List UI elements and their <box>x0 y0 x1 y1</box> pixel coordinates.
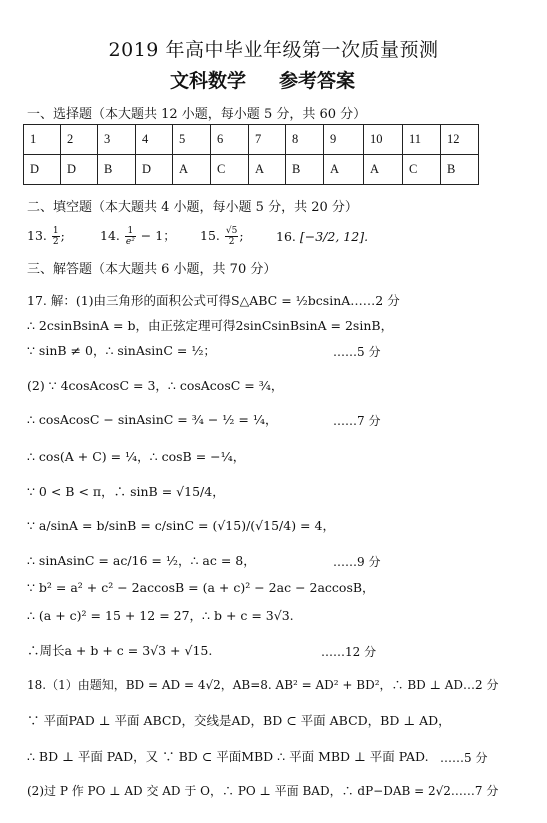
solution-line: ∵ 0 < B < π，∴ sinB = √15/4， <box>27 484 225 499</box>
section-solve-heading: 三、解答题（本大题共 6 小题，共 70 分） <box>27 262 277 277</box>
table-cell: 11 <box>403 125 441 155</box>
table-cell: B <box>441 155 479 185</box>
score-marker: ……12 分 <box>321 645 377 659</box>
score-marker: ……5 分 <box>440 751 488 765</box>
score-marker: ……9 分 <box>333 555 381 569</box>
section-fill-heading: 二、填空题（本大题共 4 小题，每小题 5 分，共 20 分） <box>27 200 358 215</box>
table-cell: A <box>324 155 364 185</box>
answer-table-answer-row <box>24 155 479 185</box>
fill-answer-16: 16. [−3/2, 12]. <box>276 229 369 244</box>
solution-line: ∴ cos(A + C) = ¼，∴ cosB = −¼， <box>27 449 246 464</box>
fill-answer-13: 13. $\frac{1}{2}$ ; <box>27 226 65 247</box>
table-cell: C <box>211 155 249 185</box>
table-cell: A <box>249 155 286 185</box>
solution-line: ∵ a/sinA = b/sinB = c/sinC = (√15)/(√15/4) = 4， <box>27 518 335 533</box>
table-cell: D <box>24 155 61 185</box>
score-marker: ……5 分 <box>333 345 381 359</box>
table-cell: 5 <box>173 125 211 155</box>
solution-line: ∵ b² = a² + c² − 2accosB = (a + c)² − 2ac − 2accosB， <box>27 580 375 595</box>
table-cell: B <box>98 155 136 185</box>
table-cell: 2 <box>61 125 98 155</box>
solution-line: ∴ (a + c)² = 15 + 12 = 27，∴ b + c = 3√3. <box>27 608 294 623</box>
solution-line: ∵ sinB ≠ 0，∴ sinAsinC = ½； <box>27 343 216 358</box>
table-cell: 4 <box>136 125 173 155</box>
solution-line: 18.（1）由题知，BD = AD = 4√2，AB=8. AB² = AD² + BD²，∴ BD ⊥ AD…2 分 <box>27 678 499 692</box>
table-cell: 9 <box>324 125 364 155</box>
table-cell: D <box>61 155 98 185</box>
page-title: 2019 年高中毕业年级第一次质量预测 <box>108 39 439 61</box>
table-cell: A <box>364 155 403 185</box>
table-cell: 8 <box>286 125 324 155</box>
table-cell: C <box>403 155 441 185</box>
answer-key-title: 参考答案 <box>279 70 356 92</box>
solution-line: ∵ 平面PAD ⊥ 平面 ABCD，交线是AD，BD ⊂ 平面 ABCD，BD ⊥ AD， <box>27 713 451 728</box>
table-cell: 10 <box>364 125 403 155</box>
solution-line: ∴周长a + b + c = 3√3 + √15. <box>27 643 213 658</box>
fill-answer-15: 15. $\frac{√5}{2}$ ; <box>200 226 244 247</box>
table-cell: 1 <box>24 125 61 155</box>
solution-line: 17. 解：(1)由三角形的面积公式可得S△ABC = ½bcsinA……2 分 <box>27 293 400 308</box>
table-cell: 12 <box>441 125 479 155</box>
answer-table-number-row <box>24 125 479 155</box>
subject-title: 文科数学 <box>170 70 247 92</box>
table-cell: 7 <box>249 125 286 155</box>
solution-line: ∴ cosAcosC − sinAsinC = ¾ − ½ = ¼， <box>27 412 278 427</box>
table-cell: A <box>173 155 211 185</box>
solution-line: ∴ BD ⊥ 平面 PAD，又 ∵ BD ⊂ 平面MBD ∴ 平面 MBD ⊥ 平面 PAD. <box>27 749 429 764</box>
answer-table <box>23 124 479 185</box>
fill-answer-14: 14. $\frac{1}{\text{e²}}$ − 1； <box>100 226 176 247</box>
table-cell: 6 <box>211 125 249 155</box>
score-marker: ……7 分 <box>333 414 381 428</box>
table-cell: B <box>286 155 324 185</box>
table-cell: D <box>136 155 173 185</box>
section-choice-heading: 一、选择题（本大题共 12 小题，每小题 5 分，共 60 分） <box>27 107 367 122</box>
solution-line: ∴ 2csinBsinA = b，由正弦定理可得2sinCsinBsinA = 2sinB， <box>27 318 394 333</box>
solution-line: (2)过 P 作 PO ⊥ AD 交 AD 于 O，∴ PO ⊥ 平面 BAD，∴ dP−DAB = 2√2……7 分 <box>27 784 499 798</box>
table-cell: 3 <box>98 125 136 155</box>
solution-line: ∴ sinAsinC = ac/16 = ½，∴ ac = 8， <box>27 553 256 568</box>
solution-line: (2) ∵ 4cosAcosC = 3，∴ cosAcosC = ¾， <box>27 378 284 393</box>
